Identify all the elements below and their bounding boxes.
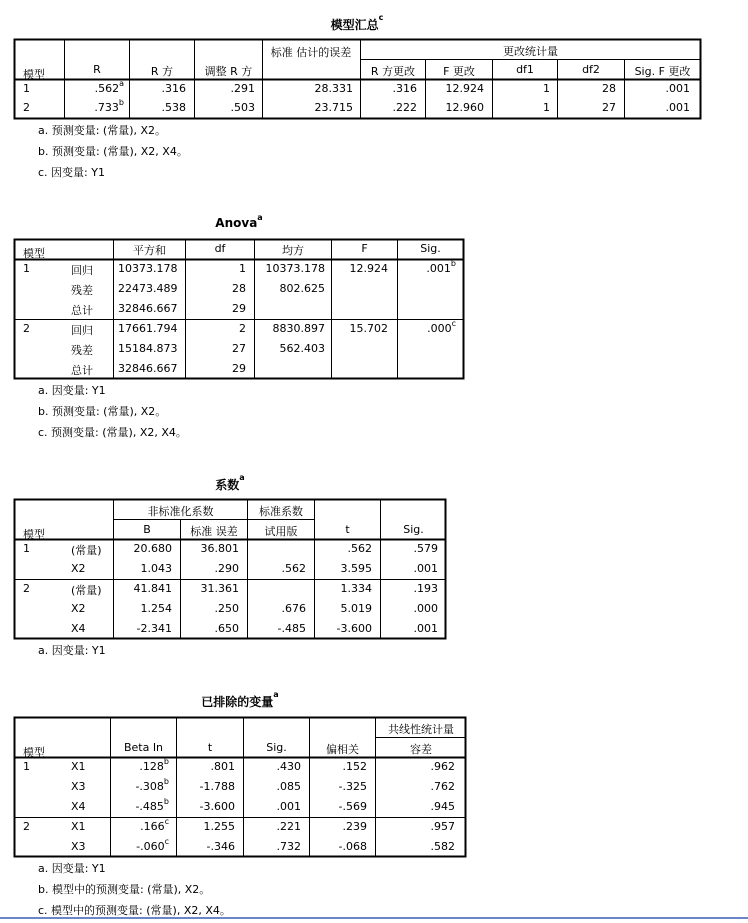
coefficients-title: 系数$^a$: [215, 473, 245, 492]
table-row: 1 (常量) 20.680 36.801 .562 .579: [23, 542, 438, 557]
table-row: 2 回归 17661.794 2 8830.897 15.702 .000$^c$: [23, 319, 456, 337]
table-row: 2 X1 .166$^c$ 1.255 .221 .239 .957: [23, 817, 455, 833]
table-row: X2 1.254 .250 .676 5.019 .000: [71, 602, 438, 615]
table-row: X4 -2.341 .650 -.485 -3.600 .001: [71, 622, 438, 635]
table-row: 2 (常量) 41.841 31.361 1.334 .193: [23, 582, 438, 597]
table-row: 1 X1 .128$^b$ .801 .430 .152 .962: [23, 757, 455, 773]
excluded-notes: a. 因变量: Y1 b. 模型中的预测变量: (常量), X2。 c. 模型中的预测变量: (常量), X2, X4。: [38, 862, 231, 917]
table-row: 总计 32846.667 29: [71, 302, 246, 317]
excluded-title: 已排除的变量$^a$: [201, 690, 279, 709]
table-row: X4 -.485$^b$ -3.600 .001 -.569 .945: [71, 797, 455, 813]
table-row: X3 -.308$^b$ -1.788 .085 -.325 .762: [71, 777, 455, 793]
table-row: 1 回归 10373.178 1 10373.178 12.924 .001$^b$: [23, 259, 456, 277]
table-row: 2 .733$^b$ .538 .503 23.715 .222 12.960 1 27 .001: [23, 98, 690, 114]
page-bottom-rule: [0, 917, 748, 919]
model-summary-notes: a. 预测变量: (常量), X2。 b. 预测变量: (常量), X2, X4。 c. 因变量: Y1: [38, 124, 188, 179]
anova-title: Anova$^a$: [215, 213, 263, 230]
table-row: 残差 15184.873 27 562.403: [71, 342, 325, 357]
model-summary-title: 模型汇总$^c$: [330, 13, 384, 32]
anova-notes: a. 因变量: Y1 b. 预测变量: (常量), X2。 c. 预测变量: (常量), X2, X4。: [38, 384, 187, 439]
table-row: X2 1.043 .290 .562 3.595 .001: [71, 562, 438, 575]
table-row: 总计 32846.667 29: [71, 362, 246, 377]
coefficients-notes: a. 因变量: Y1: [38, 644, 106, 657]
table-row: X3 -.060$^c$ -.346 .732 -.068 .582: [71, 837, 455, 853]
table-row: 残差 22473.489 28 802.625: [71, 282, 325, 297]
table-row: 1 .562$^a$ .316 .291 28.331 .316 12.924 1 28 .001: [23, 79, 690, 95]
